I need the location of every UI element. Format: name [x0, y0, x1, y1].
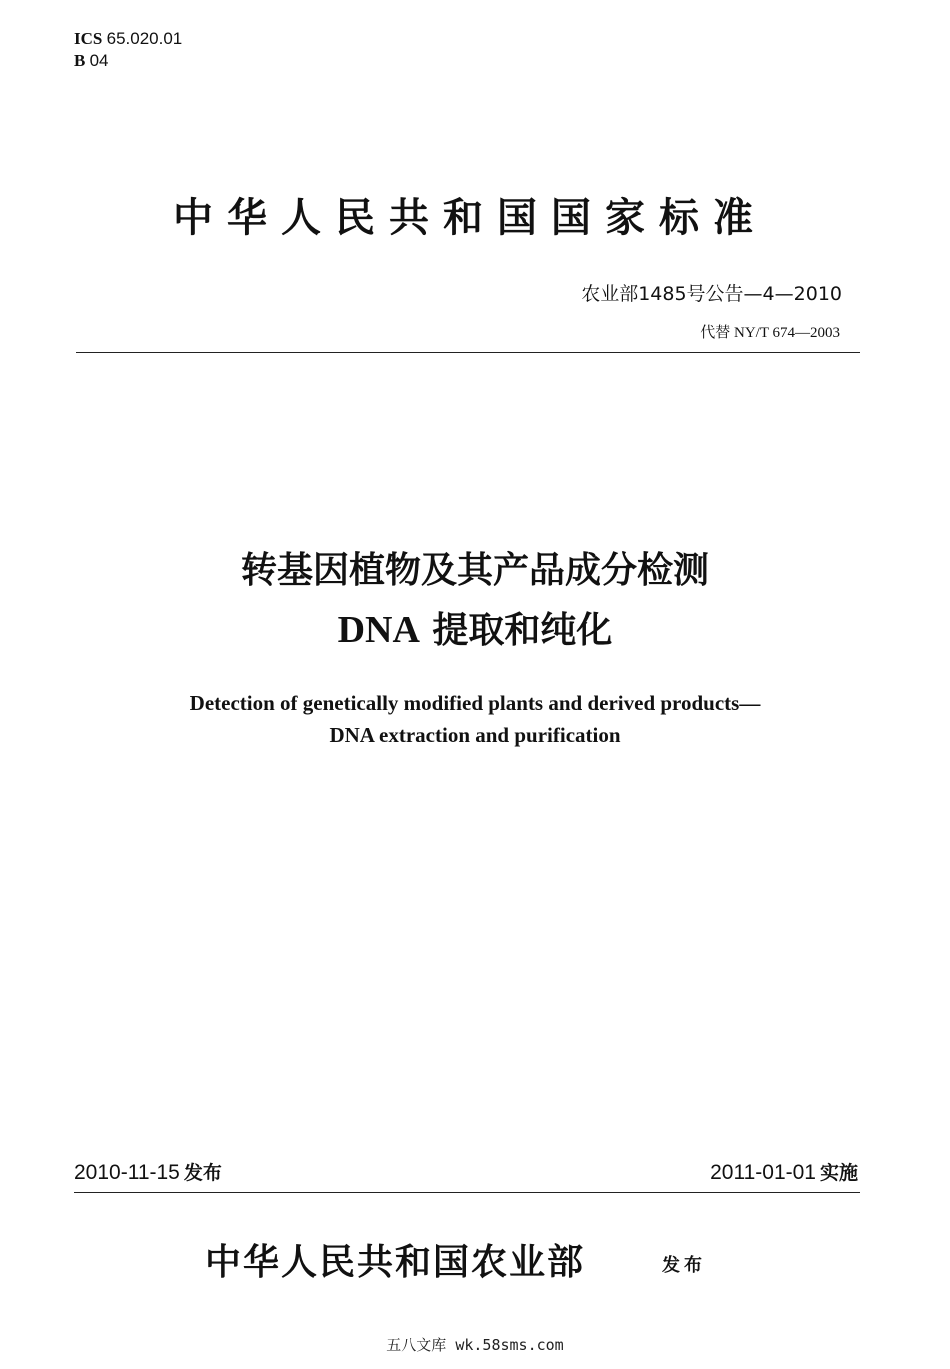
standard-type-heading: 中华人民共和国国家标准: [173, 195, 767, 241]
title-cn-line2-latin: DNA: [337, 609, 420, 651]
title-cn-line1: 转基因植物及其产品成分检测: [240, 550, 709, 591]
replaces-standard: 代替 NY/T 674—2003: [700, 325, 840, 341]
title-en-line1: Detection of genetically modified plants and derived products—: [189, 691, 761, 715]
issuing-authority-suffix: 发布: [662, 1255, 706, 1276]
implementation-date: [710, 1158, 858, 1185]
title-cn-line2: [0, 602, 950, 653]
ics-line: [74, 28, 182, 50]
issue-date-value: 2010-11-15: [74, 1161, 180, 1184]
implementation-date-suffix: 实施: [819, 1162, 858, 1184]
ics-code: 65.020.01: [106, 29, 183, 48]
footer-divider: [74, 1192, 860, 1193]
classification-codes: [74, 28, 182, 72]
watermark-text: 五八文库 wk.58sms.com: [386, 1336, 564, 1354]
header-divider: [76, 352, 860, 353]
ccs-code: 04: [89, 51, 109, 70]
ccs-label: B: [74, 51, 86, 70]
issue-date-suffix: 发布: [183, 1162, 222, 1184]
ccs-line: [74, 50, 182, 72]
title-en-line2: DNA extraction and purification: [329, 723, 621, 747]
issue-date: [74, 1158, 222, 1185]
ics-label: ICS: [74, 29, 103, 48]
title-cn-line2-rest: 提取和纯化: [419, 610, 613, 651]
issuing-authority: 中华人民共和国农业部: [205, 1241, 586, 1283]
implementation-date-value: 2011-01-01: [710, 1161, 816, 1184]
standard-number: 农业部1485号公告—4—2010: [581, 283, 842, 305]
